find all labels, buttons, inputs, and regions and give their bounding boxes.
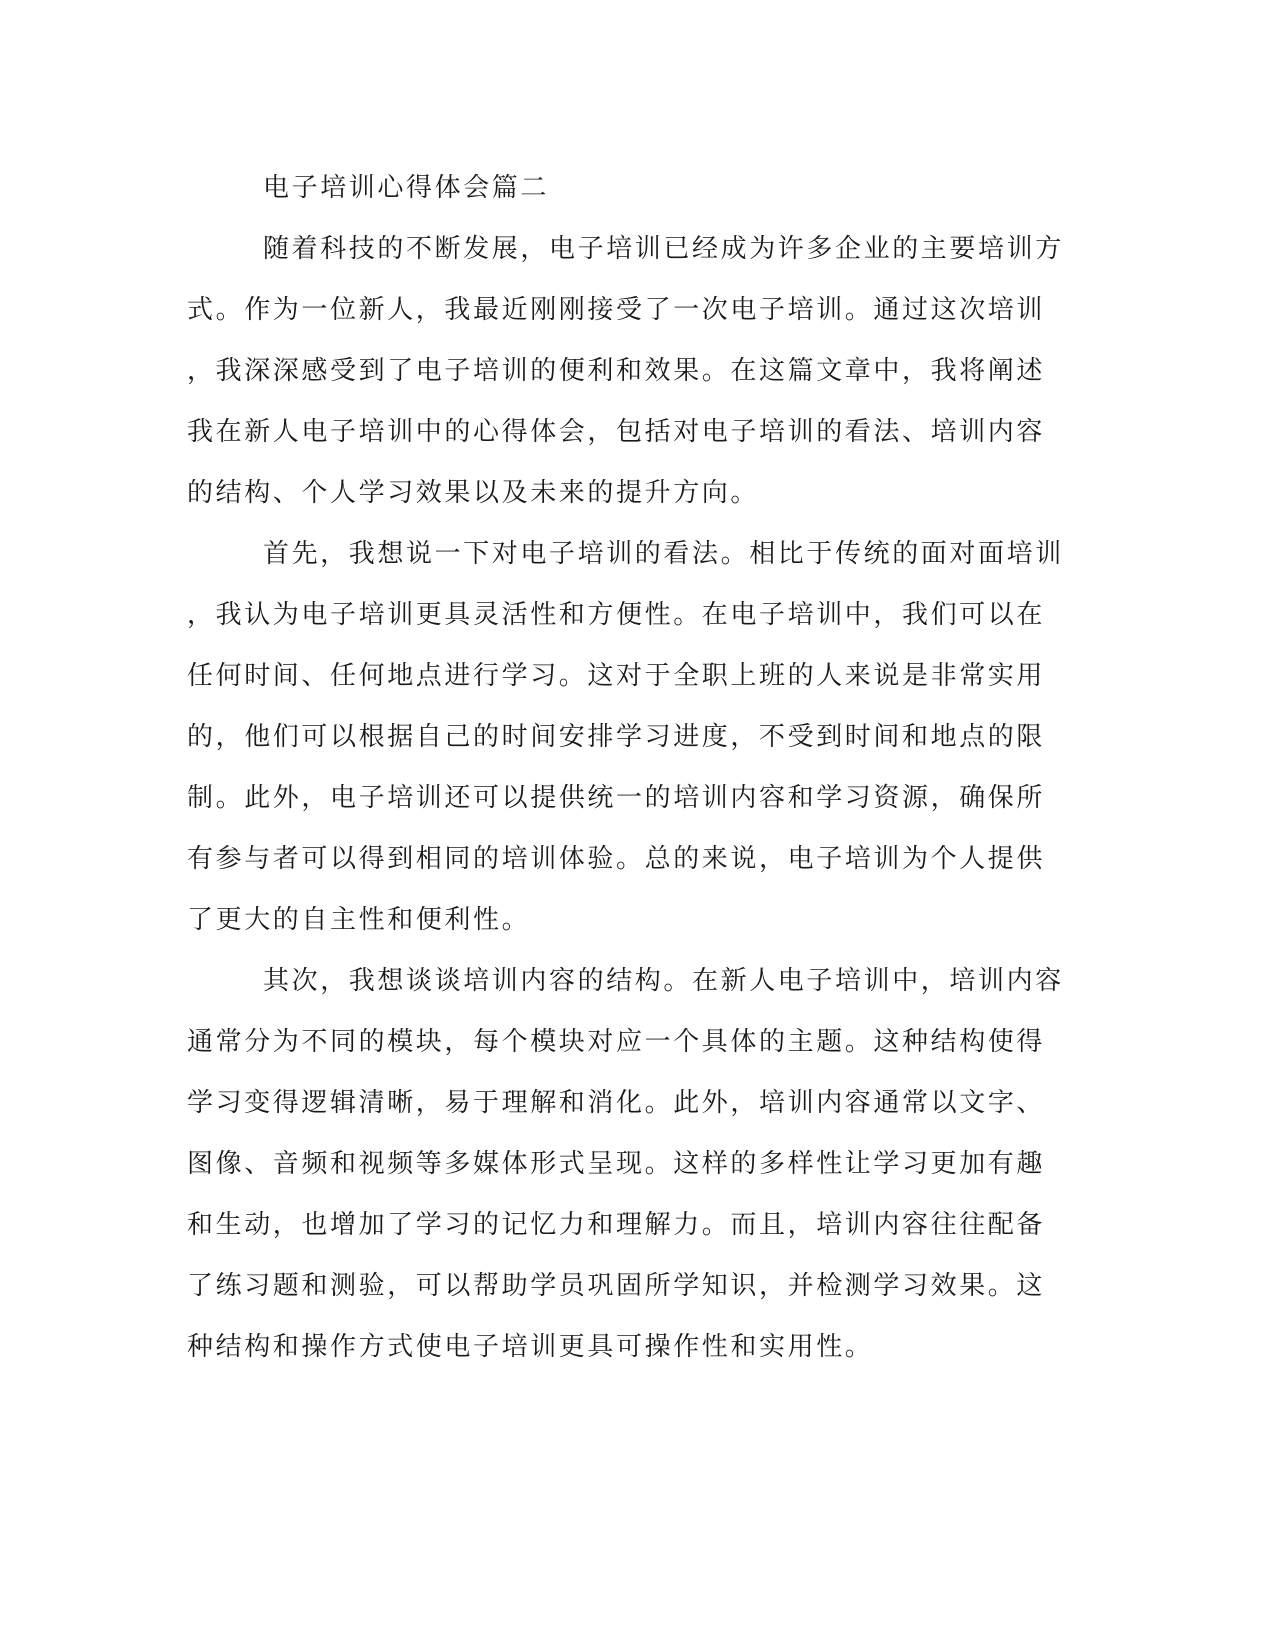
paragraph-line: 学习变得逻辑清晰，易于理解和消化。此外，培训内容通常以文字、 xyxy=(187,1088,1046,1118)
paragraph-line: 图像、音频和视频等多媒体形式呈现。这样的多样性让学习更加有趣 xyxy=(187,1149,1046,1179)
paragraph-line: 首先，我想说一下对电子培训的看法。相比于传统的面对面培训 xyxy=(263,539,1064,569)
paragraph-line: ，我认为电子培训更具灵活性和方便性。在电子培训中，我们可以在 xyxy=(187,600,1046,630)
paragraph-3 xyxy=(187,951,1087,1378)
paragraph-line: 式。作为一位新人，我最近刚刚接受了一次电子培训。通过这次培训 xyxy=(187,295,1046,325)
paragraph-line: 随着科技的不断发展，电子培训已经成为许多企业的主要培训方 xyxy=(263,234,1064,264)
paragraph-line: 和生动，也增加了学习的记忆力和理解力。而且，培训内容往往配备 xyxy=(187,1210,1046,1240)
paragraph-line: 任何时间、任何地点进行学习。这对于全职上班的人来说是非常实用 xyxy=(187,661,1046,691)
paragraph-line: 制。此外，电子培训还可以提供统一的培训内容和学习资源，确保所 xyxy=(187,783,1046,813)
paragraph-line: 我在新人电子培训中的心得体会，包括对电子培训的看法、培训内容 xyxy=(187,417,1046,447)
paragraph-line: 通常分为不同的模块，每个模块对应一个具体的主题。这种结构使得 xyxy=(187,1027,1046,1057)
paragraph-line: 了练习题和测验，可以帮助学员巩固所学知识，并检测学习效果。这 xyxy=(187,1271,1046,1301)
paragraph-line: 种结构和操作方式使电子培训更具可操作性和实用性。 xyxy=(187,1332,874,1362)
paragraph-1 xyxy=(187,219,1087,524)
paragraph-line: 的，他们可以根据自己的时间安排学习进度，不受到时间和地点的限 xyxy=(187,722,1046,752)
paragraph-line: 了更大的自主性和便利性。 xyxy=(187,905,531,935)
paragraph-line: 的结构、个人学习效果以及未来的提升方向。 xyxy=(187,478,760,508)
article-body xyxy=(187,158,1087,1378)
paragraph-line: ，我深深感受到了电子培训的便利和效果。在这篇文章中，我将阐述 xyxy=(187,356,1046,386)
document-title: 电子培训心得体会篇二 xyxy=(263,173,550,203)
paragraph-line: 有参与者可以得到相同的培训体验。总的来说，电子培训为个人提供 xyxy=(187,844,1046,874)
paragraph-2 xyxy=(187,524,1087,951)
paragraph-line: 其次，我想谈谈培训内容的结构。在新人电子培训中，培训内容 xyxy=(263,966,1064,996)
